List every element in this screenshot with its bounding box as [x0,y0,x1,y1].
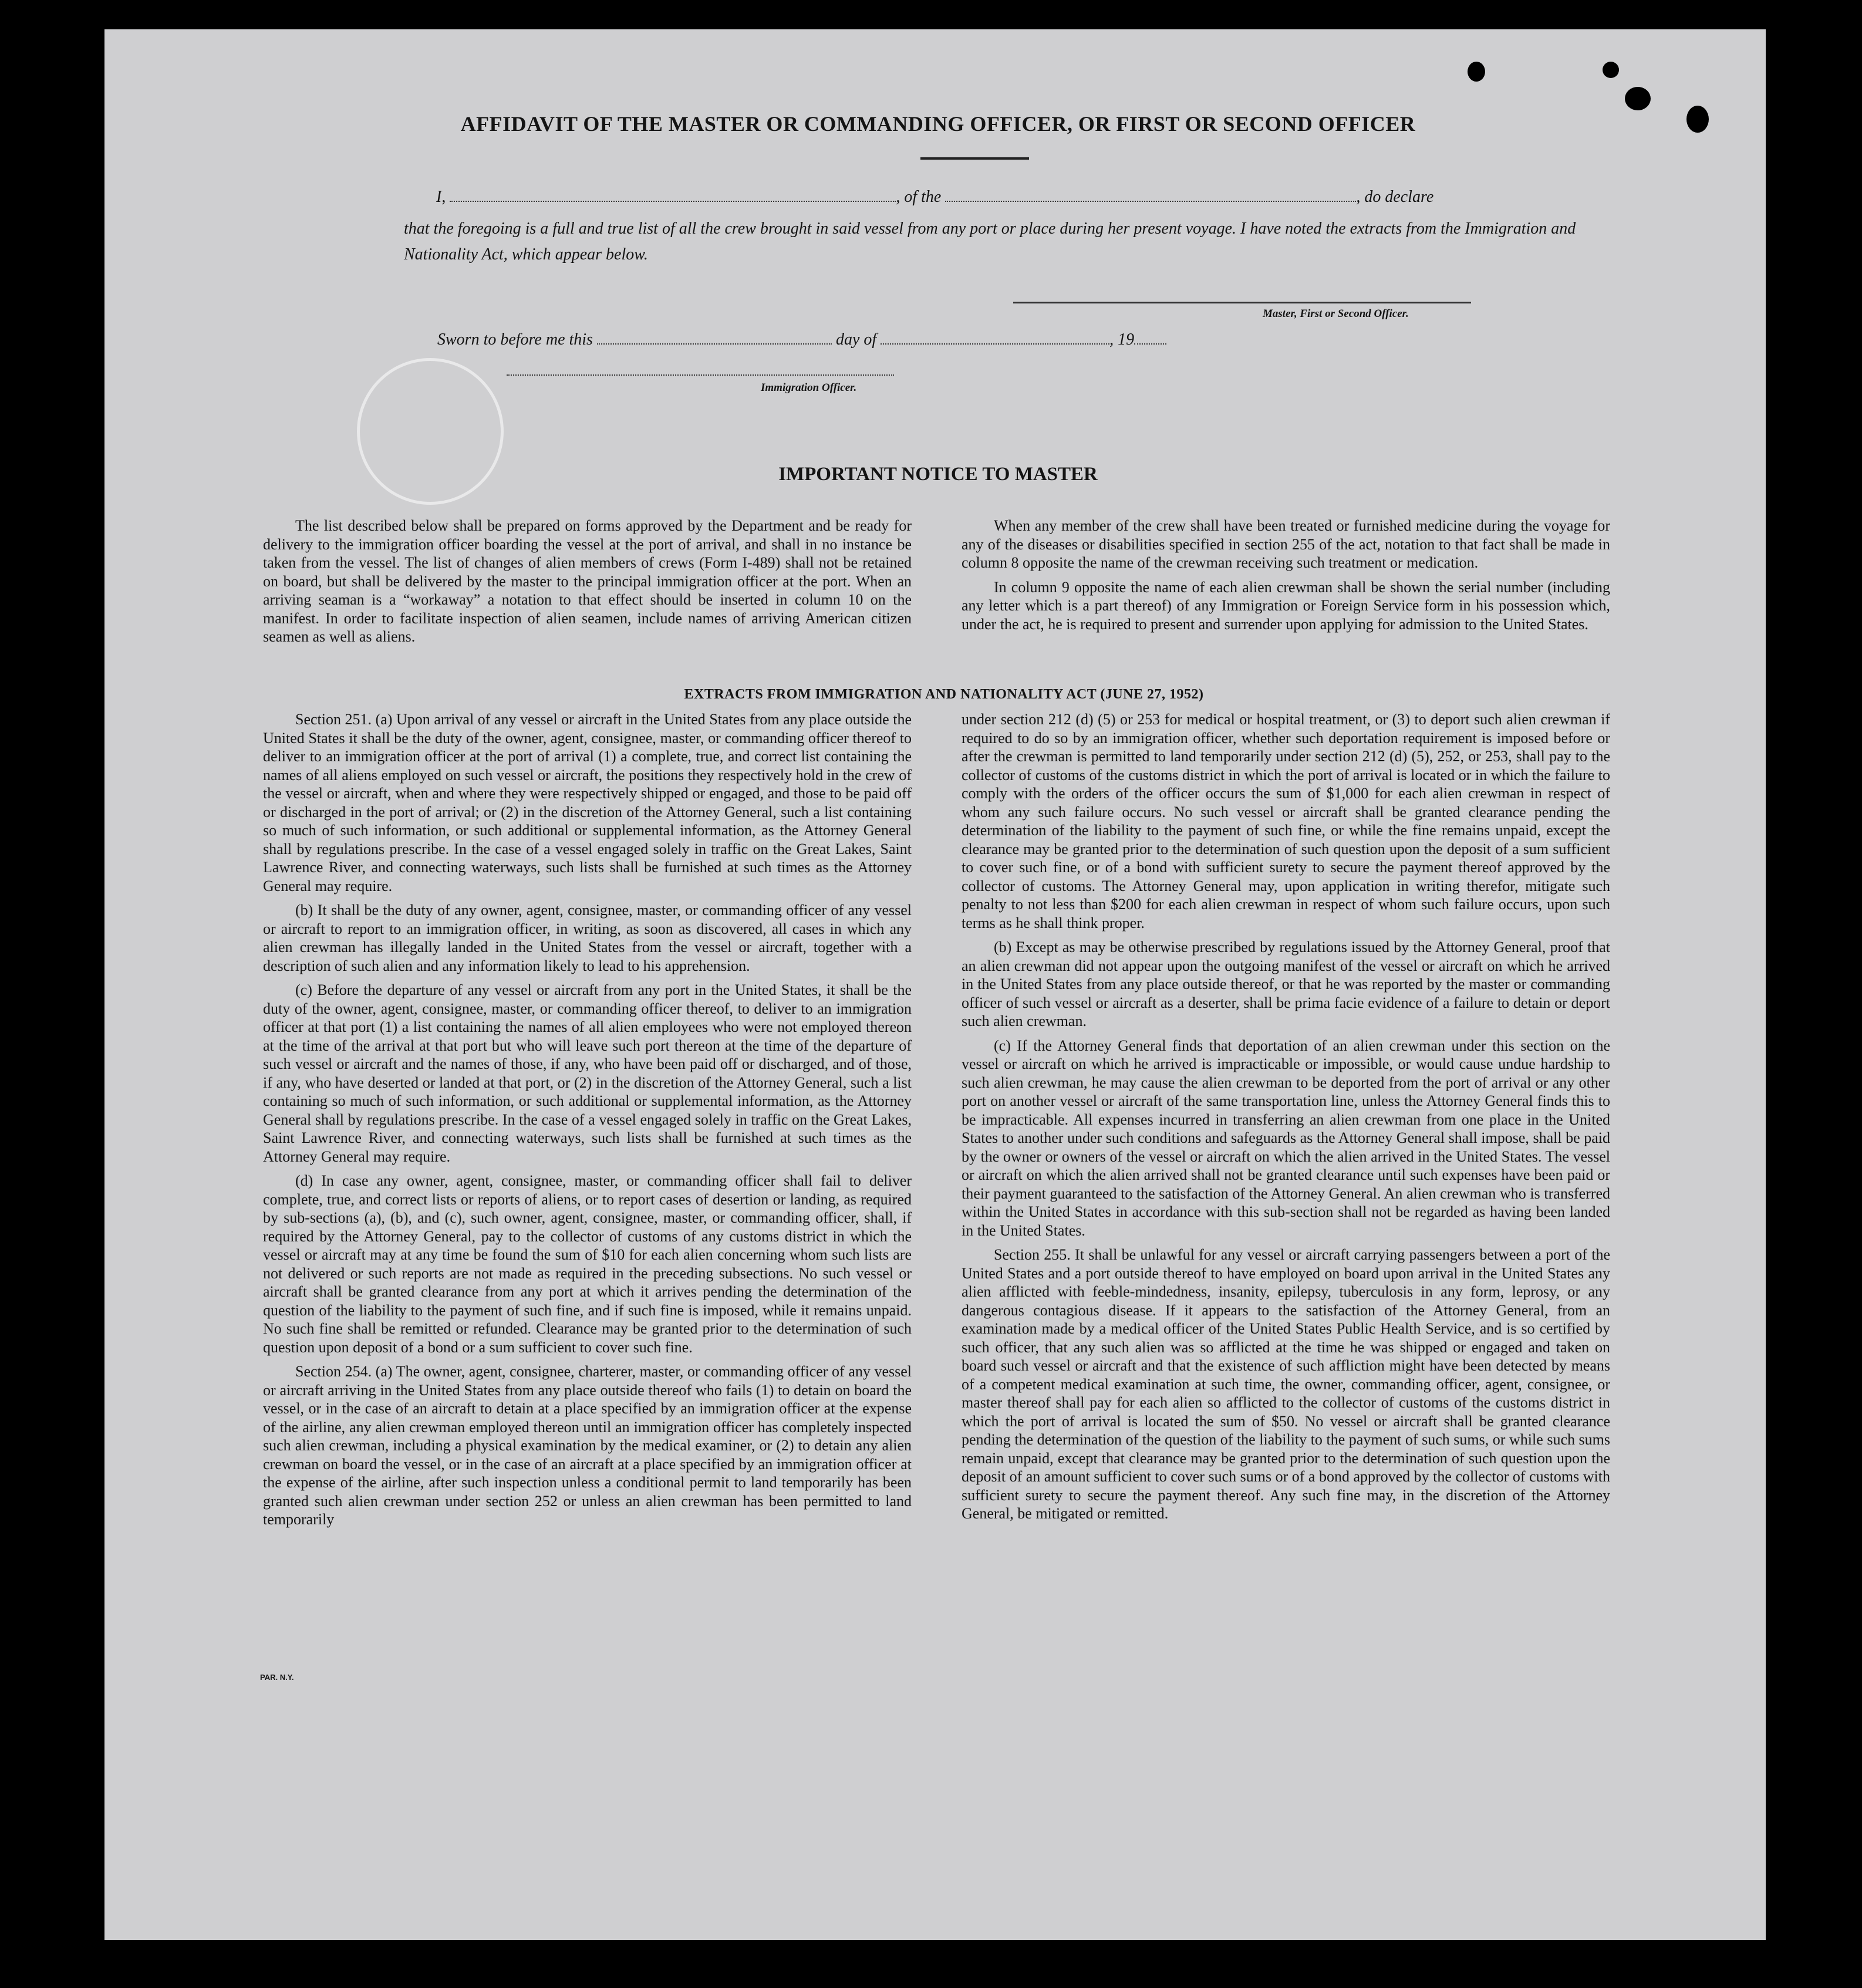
officer-signature-line[interactable] [507,374,894,376]
extract-paragraph: Section 251. (a) Upon arrival of any vessel or aircraft in the United States from any place outside the United States it shall be the duty of the owner, agent, consignee, master, or commanding officer thereof to deliver to an immigration officer at the port of arrival (1) a complete, true, and correct list containing the names of all aliens employed on such vessel or aircraft, the positions they respectively hold in the crew of the vessel or aircraft, when and where they were respectively shipped or engaged, and those to be paid off or discharged in the port of arrival; or (2) in the discretion of the Attorney General, such a list containing so much of such information, or such additional or supplemental information, as the Attorney General shall by regulations prescribe. In the case of a vessel engaged solely in traffic on the Great Lakes, Saint Lawrence River, and connecting waterways, such lists shall be furnished at such times as the Attorney General may require. [263,711,912,895]
printer-mark: PAR. N.Y. [260,1673,294,1682]
declaration-statement: that the foregoing is a full and true list of all the crew brought in said vessel from any port or place during her present voyage. I have noted the extracts from the Immigration and Nationality Act, which appear below. [404,220,1576,264]
sworn-prefix: Sworn to before me this [437,330,593,349]
extracts-right-column [962,710,1610,1529]
affidavit-title: AFFIDAVIT OF THE MASTER OR COMMANDING OFFICER, OR FIRST OR SECOND OFFICER [460,112,1416,136]
extract-paragraph: Section 255. It shall be unlawful for any vessel or aircraft carrying passengers between a port of the United States and a port outside thereof to have employed on board upon arrival in the United States any alien afflicted with feeble-mindedness, insanity, epilepsy, tuberculosis in any form, leprosy, or any dangerous contagious disease. If it appears to the satisfaction of the Attorney General, from an examination made by a medical officer of the United States Public Health Service, and is so certified by such officer, that any such alien was so afflicted at the time he was shipped or engaged and taken on board such vessel or aircraft and that the existence of such affliction might have been detected by means of a competent medical examination at such time, the owner, commanding officer, agent, consignee, or master thereof shall pay for each alien so afflicted to the collector of customs of the customs district in which the port of arrival is located the sum of $50. No vessel or aircraft shall be granted clearance pending the determination of the question of the liability to the payment of such sums, or while such sums remain unpaid, except that clearance may be granted prior to the determination of such question upon the deposit of an amount sufficient to cover such sums or of a bond approved by the collector of customs with sufficient surety to secure the payment thereof. Any such fine may, in the discretion of the Attorney General, be mitigated or remitted. [962,1246,1610,1522]
extract-paragraph: (b) It shall be the duty of any owner, agent, consignee, master, or commanding officer of any vessel or aircraft to report to an immigration officer, in writing, as soon as discovered, all cases in which any alien crewman has illegally landed in the United States from the vessel or aircraft, together with a description of such alien and any information likely to lead to his apprehension. [263,902,912,974]
extract-paragraph: (b) Except as may be otherwise prescribed by regulations issued by the Attorney General, proof that an alien crewman did not appear upon the outgoing manifest of the vessel or aircraft on which he arrived in the United States from any place outside thereof, or that he was reported by the master or commanding officer of such vessel or aircraft as a deserter, shall be prima facie evidence of a failure to detain or deport such alien crewman. [962,939,1610,1030]
declaration-prefix: I, [436,188,446,206]
declaration-mid: , of the [896,188,942,206]
punch-hole [1686,106,1709,133]
notice-left-paragraph: The list described below shall be prepared on forms approved by the Department and be ready for delivery to the immigration officer boarding the vessel at the port of arrival, and shall in no instance be taken from the vessel. The list of changes of alien members of crews (Form I-489) shall not be retained on board, but shall be delivered by the master to the principal immigration officer at the port. When an arriving seaman is a “workaway” a notation to that effect should be inserted in column 10 on the manifest. In order to facilitate inspection of alien seamen, include names of arriving American citizen seamen as well as aliens. [263,517,912,645]
master-caption: Master, First or Second Officer. [1263,308,1409,320]
extract-paragraph: (c) If the Attorney General finds that deportation of an alien crewman under this section on the vessel or aircraft on which he arrived is impracticable or impossible, or would cause undue hardship to such alien crewman, he may cause the alien crewman to be deported from the port of arrival or any other port on another vessel or aircraft of the same transportation line, unless the Attorney General finds this to be impracticable. All expenses incurred in transferring an alien crewman from one place in the United States to another under such conditions and safeguards as the Attorney General shall impose, shall be paid by the owner or owners of the vessel or aircraft on which the alien arrived in the United States. The vessel or aircraft on which the alien arrived shall not be granted clearance until such expenses have been paid or their payment guaranteed to the satisfaction of the Attorney General. An alien crewman who is transferred within the United States in accordance with this sub-section shall not be regarded as having been landed in the United States. [962,1037,1610,1239]
extract-paragraph: Section 254. (a) The owner, agent, consignee, charterer, master, or commanding officer of any vessel or aircraft arriving in the United States from any place outside thereof who fails (1) to detain on board the vessel, or in the case of an aircraft to detain at a place specified by an immigration officer at the expense of the airline, any alien crewman employed thereon until an immigration officer has completely inspected such alien crewman, including a physical examination by the medical examiner, or (2) to detain any alien crewman on board the vessel, or in the case of an aircraft at a place specified by an immigration officer at the expense of the airline, after such inspection unless a conditional permit to land temporarily has been granted such alien crewman under section 252 or unless an alien crewman has been permitted to land temporarily [263,1363,912,1528]
extracts-title: EXTRACTS FROM IMMIGRATION AND NATIONALITY ACT (JUNE 27, 1952) [684,687,1204,702]
declaration-suffix: , do declare [1356,188,1434,206]
notice-left-column [263,517,912,652]
notice-title: IMPORTANT NOTICE TO MASTER [778,464,1098,485]
sworn-day-label: day of [835,330,877,349]
sworn-year-field[interactable] [1134,332,1166,345]
extract-paragraph: (c) Before the departure of any vessel or aircraft from any port in the United States, it shall be the duty of the owner, agent, consignee, master, or commanding officer thereof, to deliver to an immigration officer at that port (1) a list containing the names of all alien employees who were not employed thereon at the time of the arrival at that port but who will leave such port thereon at the time of the departure of such vessel or aircraft and the names of those, if any, who have been paid off or discharged, and of those, if any, who have deserted or landed at that port, or (2) in the discretion of the Attorney General, such a list containing so much of such information, or such additional or supplemental information, as the Attorney General shall by regulations prescribe. In the case of a vessel engaged solely in traffic on the Great Lakes, Saint Lawrence River, and connecting waterways, such lists shall be furnished at such times as the Attorney General may require. [263,981,912,1165]
name-field[interactable] [450,189,896,202]
notice-right-paragraph: When any member of the crew shall have been treated or furnished medicine during the voyage for any of the diseases or disabilities specified in section 255 of the act, notation to that fact shall be made in column 8 opposite the name of the crewman receiving such treatment or medication. [962,517,1610,571]
title-rule [920,157,1029,160]
sworn-month-field[interactable] [881,332,1109,345]
extract-paragraph: (d) In case any owner, agent, consignee, master, or commanding officer shall fail to deliver complete, true, and correct lists or reports of aliens, or to report cases of desertion or landing, as required by sub-sections (a), (b), and (c), such owner, agent, consignee, master, or commanding officer, shall, if required by the Attorney General, pay to the collector of customs of any customs district in which the vessel or aircraft may at any time be found the sum of $10 for each alien concerning whom such lists are not delivered or such reports are not made as required in the preceding subsections. No such vessel or aircraft shall be granted clearance from any port at which it arrives pending the determination of the question of the liability to the payment of such fine, and if such fine is imposed, while it remains unpaid. No such fine shall be remitted or refunded. Clearance may be granted prior to the determination of such question upon deposit of a bond or a sum sufficient to cover such fine. [263,1172,912,1356]
punch-hole [1603,62,1619,78]
punch-hole [1625,87,1651,110]
master-signature-line[interactable] [1013,302,1471,303]
declaration-line [436,188,1581,207]
extract-paragraph: under section 212 (d) (5) or 253 for medical or hospital treatment, or (3) to deport such alien crewman if required to do so by an immigration officer, whether such deportation requirement is imposed before or after the crewman is permitted to land temporarily under section 212 (d) (5), 252, or 253, shall pay to the collector of customs of the customs district in which the port of arrival is located or in which the failure to comply with the orders of the officer occurs the sum of $1,000 for each alien crewman in respect of whom any such failure occurs. No such vessel or aircraft shall be granted clearance pending the determination of the liability to the payment of such fine, or while the fine remains unpaid, except the clearance may be granted prior to the determination of such question upon the deposit of a sum sufficient to cover such fine, or of a bond with sufficient surety to secure the payment thereof approved by the collector of customs. The Attorney General may, upon application in writing therefor, mitigate such penalty to not less than $200 for each alien crewman in respect of whom such failure occurs, upon such terms as he shall think proper. [962,711,1610,931]
sworn-year-label: , 19 [1109,330,1135,349]
extracts-left-column [263,710,912,1535]
sworn-day-field[interactable] [597,332,832,345]
notice-right-column [962,517,1610,639]
notice-right-paragraph: In column 9 opposite the name of each alien crewman shall be shown the serial number (including any letter which is a part thereof) of any Immigration or Foreign Service form in his possession which, under the act, he is required to present and surrender upon applying for admission to the United States. [962,578,1610,633]
document-page [104,29,1766,1940]
officer-caption: Immigration Officer. [761,382,857,394]
sworn-line [437,330,1318,349]
vessel-field[interactable] [945,189,1356,202]
punch-hole [1468,62,1485,82]
